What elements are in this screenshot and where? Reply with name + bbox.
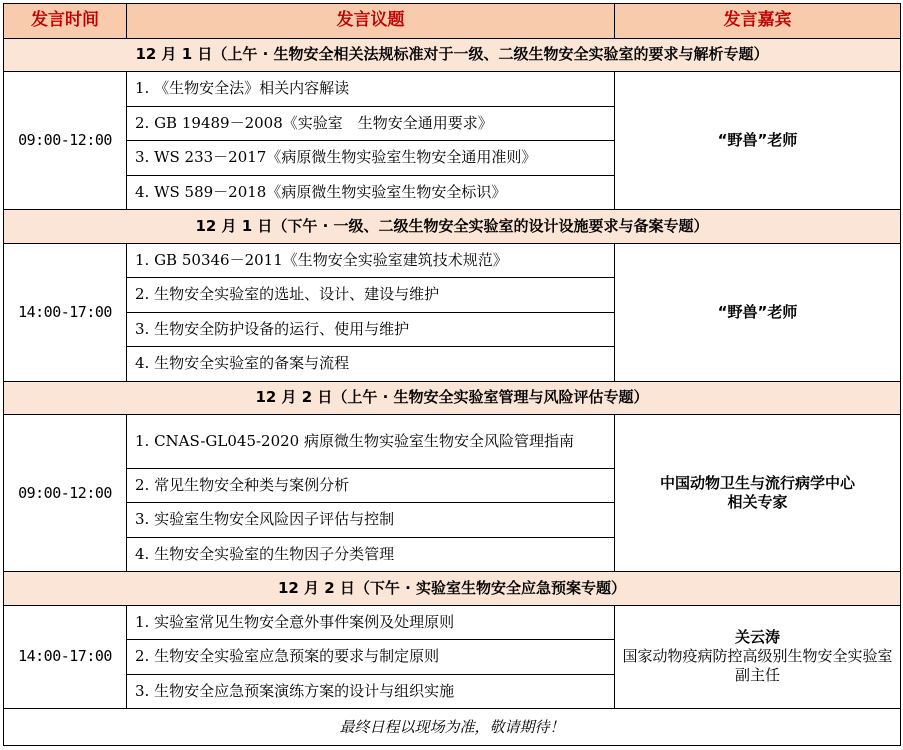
topic-item: 3. 实验室生物安全风险因子评估与控制 xyxy=(127,503,615,538)
session-time: 09:00-12:00 xyxy=(4,415,127,572)
session-band-row xyxy=(4,381,901,414)
schedule-table xyxy=(3,3,901,746)
topic-item: 1. 《生物安全法》相关内容解读 xyxy=(127,72,615,107)
topic-item: 2. 常见生物安全种类与案例分析 xyxy=(127,468,615,503)
table-row xyxy=(4,243,901,278)
topic-item: 4. WS 589－2018《病原微生物实验室生物安全标识》 xyxy=(127,175,615,210)
speaker-cell xyxy=(615,243,901,381)
session-time: 09:00-12:00 xyxy=(4,72,127,210)
speaker-name: “野兽”老师 xyxy=(717,131,798,150)
session-time: 14:00-17:00 xyxy=(4,605,127,709)
footer-row xyxy=(4,709,901,746)
footer-note: 最终日程以现场为准，敬请期待！ xyxy=(4,709,901,746)
speaker-name: 关云涛 xyxy=(734,628,780,647)
topic-item: 1. 实验室常见生物安全意外事件案例及处理原则 xyxy=(127,605,615,640)
topic-item: 3. 生物安全防护设备的运行、使用与维护 xyxy=(127,312,615,347)
table-row xyxy=(4,72,901,107)
topic-item: 4. 生物安全实验室的备案与流程 xyxy=(127,347,615,382)
session-title: 12 月 1 日（下午 · 一级、二级生物安全实验室的设计设施要求与备案专题） xyxy=(4,210,901,243)
topic-item: 3. WS 233－2017《病原微生物实验室生物安全通用准则》 xyxy=(127,141,615,176)
topic-item: 2. 生物安全实验室应急预案的要求与制定原则 xyxy=(127,640,615,675)
session-time: 14:00-17:00 xyxy=(4,243,127,381)
session-title: 12 月 2 日（下午 · 实验室生物安全应急预案专题） xyxy=(4,572,901,605)
header-row xyxy=(4,4,901,39)
speaker-name: “野兽”老师 xyxy=(717,302,798,321)
table-row xyxy=(4,605,901,640)
session-band-row xyxy=(4,38,901,71)
topic-item: 1. CNAS-GL045-2020 病原微生物实验室生物安全风险管理指南 xyxy=(127,415,615,468)
header-time: 发言时间 xyxy=(4,4,127,39)
speaker-role: 相关专家 xyxy=(727,493,788,512)
topic-item: 1. GB 50346－2011《生物安全实验室建筑技术规范》 xyxy=(127,243,615,278)
session-band-row xyxy=(4,572,901,605)
session-title: 12 月 2 日（上午 · 生物安全实验室管理与风险评估专题） xyxy=(4,381,901,414)
topic-item: 2. GB 19489－2008《实验室 生物安全通用要求》 xyxy=(127,106,615,141)
session-title: 12 月 1 日（上午 · 生物安全相关法规标准对于一级、二级生物安全实验室的要求与解析专题） xyxy=(4,38,901,71)
table-row xyxy=(4,415,901,468)
speaker-org: 中国动物卫生与流行病学中心 xyxy=(659,474,855,493)
session-band-row xyxy=(4,210,901,243)
speaker-cell xyxy=(615,605,901,709)
header-speaker: 发言嘉宾 xyxy=(615,4,901,39)
speaker-cell xyxy=(615,415,901,572)
speaker-title: 国家动物疫病防控高级别生物安全实验室副主任 xyxy=(622,647,893,685)
topic-item: 2. 生物安全实验室的选址、设计、建设与维护 xyxy=(127,278,615,313)
speaker-cell xyxy=(615,72,901,210)
header-topic: 发言议题 xyxy=(127,4,615,39)
topic-item: 4. 生物安全实验室的生物因子分类管理 xyxy=(127,537,615,572)
topic-item: 3. 生物安全应急预案演练方案的设计与组织实施 xyxy=(127,674,615,709)
